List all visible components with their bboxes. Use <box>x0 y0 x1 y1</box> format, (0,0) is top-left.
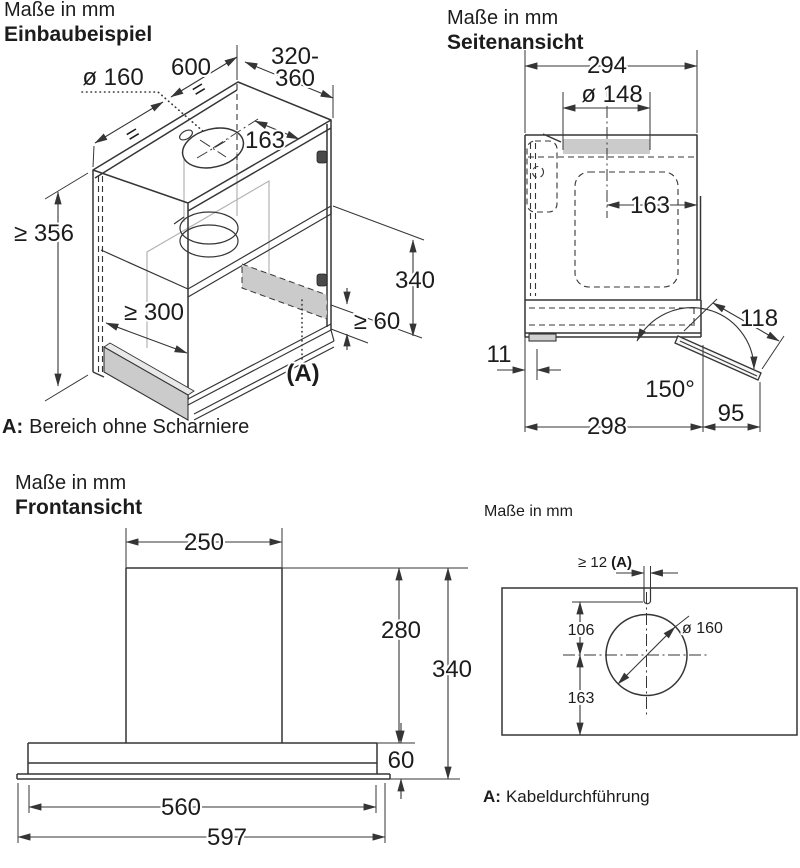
dim-cabinet-width: 600 <box>170 54 212 81</box>
intermediate-shelf <box>101 206 331 297</box>
dim-total-height: 340 <box>431 656 473 683</box>
hole-center-cross <box>197 139 229 158</box>
unit-label: Maße in mm <box>484 503 573 520</box>
dim-depth: 294 <box>586 52 628 79</box>
deflector-flap-inner <box>680 341 757 376</box>
equal-mark-right: = <box>186 74 211 103</box>
dim-duct-diameter: ø 160 <box>82 64 144 91</box>
panel-title: Frontansicht <box>15 496 143 519</box>
unit-label: Maße in mm <box>447 7 559 29</box>
unit-label: Maße in mm <box>15 472 127 494</box>
collar-clip <box>178 128 194 142</box>
note-prefix: A: <box>483 787 501 806</box>
dim-flap-projection: 95 <box>717 400 745 427</box>
dim-body-height: 60 <box>387 747 415 774</box>
side-hidden-edges <box>528 143 695 325</box>
dim-body-depth: 298 <box>586 413 628 440</box>
note-prefix: A: <box>2 416 24 438</box>
unit-label: Maße in mm <box>4 0 116 21</box>
dim-min-bottom-clearance: ≥ 60 <box>353 308 401 335</box>
motor-unit-hidden <box>575 172 678 287</box>
dim-wall-gap: 11 <box>486 341 512 368</box>
front-outline <box>17 568 390 779</box>
dim-duct-to-front: 163 <box>629 192 671 219</box>
note-hinge-free <box>2 416 249 438</box>
hinge-screw-bottom <box>317 274 327 286</box>
panel-mounting-template <box>483 503 797 806</box>
dim-12-area-ref: (A) <box>611 554 632 571</box>
dim-cabinet-depth-2: 360 <box>274 65 316 92</box>
side-body-outline <box>525 134 701 337</box>
dim-min-niche-height: ≥ 356 <box>14 220 74 247</box>
panel-title: Seitenansicht <box>447 31 584 54</box>
dim-total-width: 597 <box>206 824 248 851</box>
hinge-screw-top <box>317 151 327 163</box>
panel-title: Einbaubeispiel <box>4 23 153 46</box>
dim-12-value: ≥ 12 <box>578 554 608 571</box>
dim-min-niche-depth: ≥ 300 <box>124 299 184 326</box>
dim-cabinet-depth-1: 320- <box>270 43 320 70</box>
spacer-foot <box>529 334 556 341</box>
dim-chimney-width: 250 <box>183 529 225 556</box>
ext-lines-11 <box>525 337 537 432</box>
area-marker: (A) <box>286 360 320 387</box>
dim-opening-angle: 150° <box>645 376 695 403</box>
dim-min-back-gap <box>578 554 632 571</box>
panel-installation-example <box>2 0 435 438</box>
dim-body-width: 560 <box>160 794 202 821</box>
ext-lines-height <box>45 173 88 401</box>
dim-hole-diameter: ø 160 <box>682 620 723 637</box>
cabinet-hidden-edges <box>99 84 238 372</box>
dim-duct-to-front: 163 <box>244 127 286 154</box>
mount-hole-hidden <box>533 167 544 178</box>
note-text: Kabeldurchführung <box>505 787 650 806</box>
equal-mark-left: = <box>120 119 145 148</box>
ext-lines-slot <box>644 566 651 588</box>
dim-hole-to-slot: 106 <box>567 622 595 639</box>
dim-hole-to-front: 163 <box>567 690 595 707</box>
panel-front-view <box>15 472 472 851</box>
note-text: Bereich ohne Scharniere <box>29 416 250 438</box>
hinge-free-zone <box>242 264 327 319</box>
dim-hood-height: 340 <box>394 267 436 294</box>
dim-chimney-height: 280 <box>380 617 422 644</box>
cable-slot <box>644 588 651 604</box>
note-cable <box>483 787 650 806</box>
panel-side-view <box>447 7 784 440</box>
template-panel <box>502 588 797 735</box>
dim-flap-length: 118 <box>739 305 779 332</box>
dim-duct-diameter: ø 148 <box>581 81 643 108</box>
